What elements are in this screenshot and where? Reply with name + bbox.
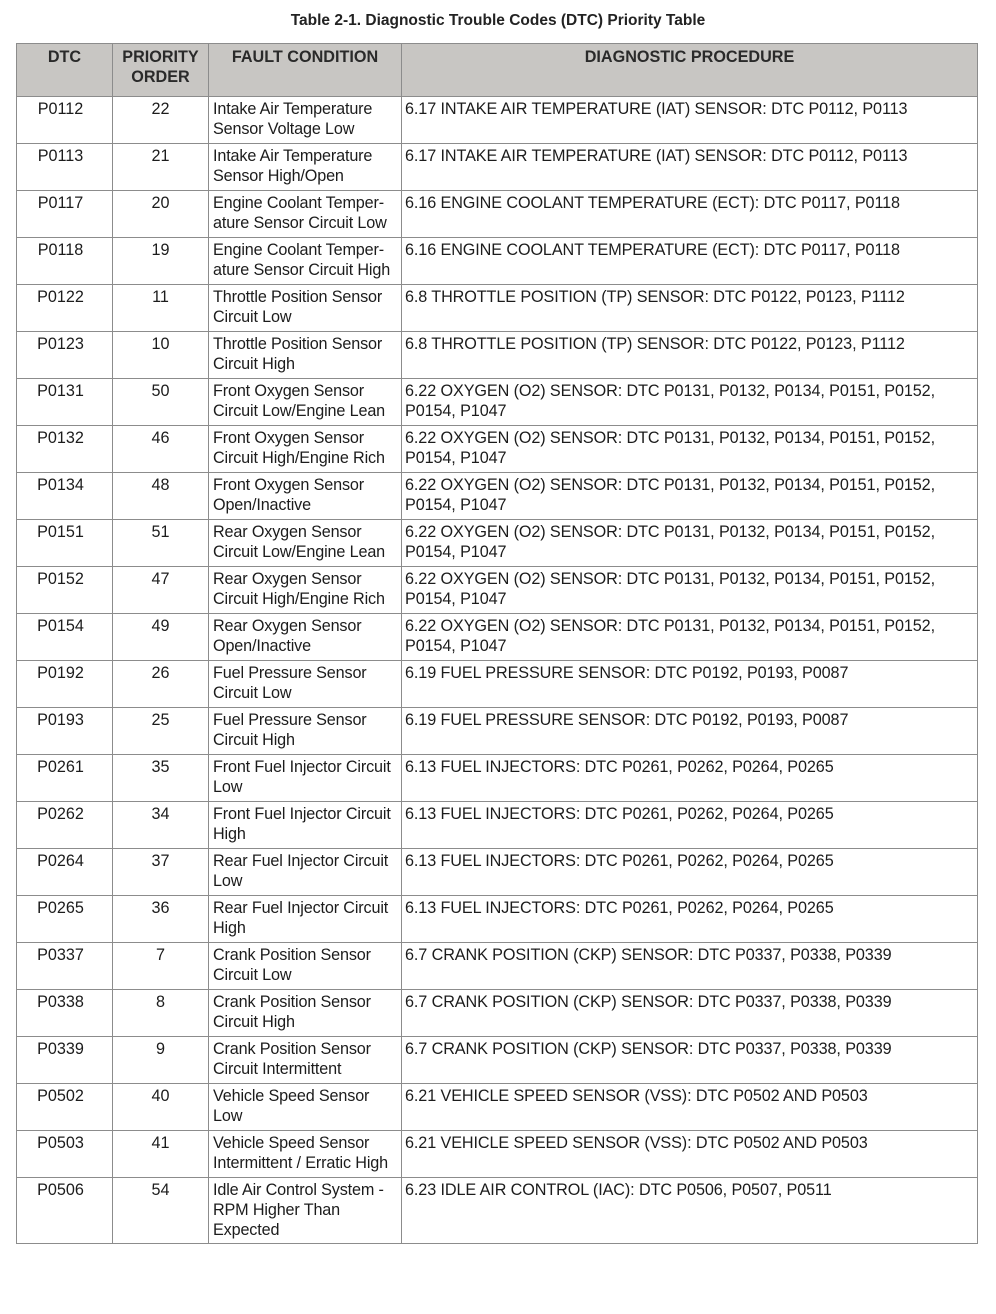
fault-condition-cell: Intake Air Temperature Sensor High/Open: [209, 144, 402, 191]
table-row: [17, 473, 978, 520]
header-fault-condition: FAULT CONDITION: [209, 44, 402, 97]
priority-cell: 41: [113, 1131, 209, 1178]
table-row: [17, 520, 978, 567]
fault-condition-cell: Throttle Position Sensor Circuit High: [209, 332, 402, 379]
priority-cell: 25: [113, 708, 209, 755]
table-header-row: [17, 44, 978, 97]
diagnostic-procedure-cell: 6.16 ENGINE COOLANT TEMPERATURE (ECT): DTC P0117, P0118: [402, 191, 978, 238]
priority-cell: 47: [113, 567, 209, 614]
fault-condition-cell: Throttle Position Sensor Circuit Low: [209, 285, 402, 332]
fault-condition-cell: Fuel Pressure Sensor Circuit Low: [209, 661, 402, 708]
header-dtc: DTC: [17, 44, 113, 97]
diagnostic-procedure-cell: 6.21 VEHICLE SPEED SENSOR (VSS): DTC P0502 AND P0503: [402, 1084, 978, 1131]
table-row: [17, 332, 978, 379]
dtc-code-cell: P0113: [17, 144, 113, 191]
fault-condition-cell: Front Oxygen Sensor Open/Inactive: [209, 473, 402, 520]
table-row: [17, 1084, 978, 1131]
diagnostic-procedure-cell: 6.22 OXYGEN (O2) SENSOR: DTC P0131, P0132, P0134, P0151, P0152, P0154, P1047: [402, 426, 978, 473]
dtc-code-cell: P0117: [17, 191, 113, 238]
dtc-code-cell: P0134: [17, 473, 113, 520]
table-body: [17, 97, 978, 1244]
fault-condition-cell: Front Oxygen Sensor Circuit Low/Engine Lean: [209, 379, 402, 426]
fault-condition-cell: Intake Air Temperature Sensor Voltage Low: [209, 97, 402, 144]
fault-condition-cell: Vehicle Speed Sensor Low: [209, 1084, 402, 1131]
fault-condition-cell: Rear Oxygen Sensor Circuit Low/Engine Lean: [209, 520, 402, 567]
priority-cell: 20: [113, 191, 209, 238]
dtc-code-cell: P0151: [17, 520, 113, 567]
dtc-code-cell: P0338: [17, 990, 113, 1037]
diagnostic-procedure-cell: 6.22 OXYGEN (O2) SENSOR: DTC P0131, P0132, P0134, P0151, P0152, P0154, P1047: [402, 520, 978, 567]
diagnostic-procedure-cell: 6.13 FUEL INJECTORS: DTC P0261, P0262, P0264, P0265: [402, 896, 978, 943]
dtc-code-cell: P0123: [17, 332, 113, 379]
dtc-code-cell: P0264: [17, 849, 113, 896]
table-row: [17, 144, 978, 191]
dtc-code-cell: P0152: [17, 567, 113, 614]
priority-cell: 21: [113, 144, 209, 191]
fault-condition-cell: Vehicle Speed Sensor Intermittent / Erratic High: [209, 1131, 402, 1178]
fault-condition-cell: Crank Position Sensor Circuit Intermittent: [209, 1037, 402, 1084]
dtc-code-cell: P0261: [17, 755, 113, 802]
priority-cell: 36: [113, 896, 209, 943]
priority-cell: 9: [113, 1037, 209, 1084]
priority-cell: 26: [113, 661, 209, 708]
diagnostic-procedure-cell: 6.13 FUEL INJECTORS: DTC P0261, P0262, P0264, P0265: [402, 849, 978, 896]
diagnostic-procedure-cell: 6.7 CRANK POSITION (CKP) SENSOR: DTC P0337, P0338, P0339: [402, 1037, 978, 1084]
diagnostic-procedure-cell: 6.17 INTAKE AIR TEMPERATURE (IAT) SENSOR: DTC P0112, P0113: [402, 97, 978, 144]
table-row: [17, 1178, 978, 1244]
table-row: [17, 191, 978, 238]
table-row: [17, 943, 978, 990]
fault-condition-cell: Engine Coolant Temper- ature Sensor Circuit High: [209, 238, 402, 285]
table-row: [17, 896, 978, 943]
fault-condition-cell: Idle Air Control System - RPM Higher Than Expected: [209, 1178, 402, 1244]
fault-condition-cell: Crank Position Sensor Circuit Low: [209, 943, 402, 990]
diagnostic-procedure-cell: 6.22 OXYGEN (O2) SENSOR: DTC P0131, P0132, P0134, P0151, P0152, P0154, P1047: [402, 614, 978, 661]
fault-condition-cell: Fuel Pressure Sensor Circuit High: [209, 708, 402, 755]
fault-condition-cell: Front Oxygen Sensor Circuit High/Engine Rich: [209, 426, 402, 473]
dtc-code-cell: P0262: [17, 802, 113, 849]
fault-condition-cell: Rear Fuel Injector Circuit Low: [209, 849, 402, 896]
diagnostic-procedure-cell: 6.22 OXYGEN (O2) SENSOR: DTC P0131, P0132, P0134, P0151, P0152, P0154, P1047: [402, 473, 978, 520]
priority-cell: 34: [113, 802, 209, 849]
priority-cell: 10: [113, 332, 209, 379]
priority-cell: 49: [113, 614, 209, 661]
priority-cell: 46: [113, 426, 209, 473]
dtc-code-cell: P0506: [17, 1178, 113, 1244]
dtc-code-cell: P0339: [17, 1037, 113, 1084]
table-row: [17, 379, 978, 426]
priority-cell: 50: [113, 379, 209, 426]
dtc-code-cell: P0503: [17, 1131, 113, 1178]
dtc-code-cell: P0193: [17, 708, 113, 755]
fault-condition-cell: Rear Oxygen Sensor Open/Inactive: [209, 614, 402, 661]
fault-condition-cell: Crank Position Sensor Circuit High: [209, 990, 402, 1037]
priority-cell: 48: [113, 473, 209, 520]
table-row: [17, 567, 978, 614]
table-row: [17, 1037, 978, 1084]
table-row: [17, 661, 978, 708]
dtc-code-cell: P0118: [17, 238, 113, 285]
dtc-priority-table: [16, 43, 978, 1244]
priority-cell: 8: [113, 990, 209, 1037]
dtc-code-cell: P0265: [17, 896, 113, 943]
priority-cell: 54: [113, 1178, 209, 1244]
priority-cell: 7: [113, 943, 209, 990]
dtc-code-cell: P0154: [17, 614, 113, 661]
priority-cell: 35: [113, 755, 209, 802]
dtc-code-cell: P0122: [17, 285, 113, 332]
dtc-code-cell: P0337: [17, 943, 113, 990]
diagnostic-procedure-cell: 6.16 ENGINE COOLANT TEMPERATURE (ECT): DTC P0117, P0118: [402, 238, 978, 285]
fault-condition-cell: Engine Coolant Temper- ature Sensor Circuit Low: [209, 191, 402, 238]
dtc-code-cell: P0131: [17, 379, 113, 426]
dtc-code-cell: P0192: [17, 661, 113, 708]
fault-condition-cell: Front Fuel Injector Circuit High: [209, 802, 402, 849]
diagnostic-procedure-cell: 6.22 OXYGEN (O2) SENSOR: DTC P0131, P0132, P0134, P0151, P0152, P0154, P1047: [402, 379, 978, 426]
fault-condition-cell: Front Fuel Injector Circuit Low: [209, 755, 402, 802]
priority-cell: 22: [113, 97, 209, 144]
table-row: [17, 1131, 978, 1178]
priority-cell: 37: [113, 849, 209, 896]
diagnostic-procedure-cell: 6.13 FUEL INJECTORS: DTC P0261, P0262, P0264, P0265: [402, 755, 978, 802]
table-row: [17, 849, 978, 896]
fault-condition-cell: Rear Fuel Injector Circuit High: [209, 896, 402, 943]
diagnostic-procedure-cell: 6.21 VEHICLE SPEED SENSOR (VSS): DTC P0502 AND P0503: [402, 1131, 978, 1178]
diagnostic-procedure-cell: 6.22 OXYGEN (O2) SENSOR: DTC P0131, P0132, P0134, P0151, P0152, P0154, P1047: [402, 567, 978, 614]
fault-condition-cell: Rear Oxygen Sensor Circuit High/Engine Rich: [209, 567, 402, 614]
dtc-code-cell: P0132: [17, 426, 113, 473]
table-row: [17, 755, 978, 802]
header-priority-order: PRIORITY ORDER: [113, 44, 209, 97]
priority-cell: 11: [113, 285, 209, 332]
priority-cell: 40: [113, 1084, 209, 1131]
diagnostic-procedure-cell: 6.17 INTAKE AIR TEMPERATURE (IAT) SENSOR: DTC P0112, P0113: [402, 144, 978, 191]
table-row: [17, 285, 978, 332]
table-row: [17, 426, 978, 473]
diagnostic-procedure-cell: 6.7 CRANK POSITION (CKP) SENSOR: DTC P0337, P0338, P0339: [402, 943, 978, 990]
diagnostic-procedure-cell: 6.23 IDLE AIR CONTROL (IAC): DTC P0506, P0507, P0511: [402, 1178, 978, 1244]
diagnostic-procedure-cell: 6.13 FUEL INJECTORS: DTC P0261, P0262, P0264, P0265: [402, 802, 978, 849]
table-row: [17, 990, 978, 1037]
diagnostic-procedure-cell: 6.7 CRANK POSITION (CKP) SENSOR: DTC P0337, P0338, P0339: [402, 990, 978, 1037]
dtc-code-cell: P0112: [17, 97, 113, 144]
header-diagnostic-procedure: DIAGNOSTIC PROCEDURE: [402, 44, 978, 97]
dtc-code-cell: P0502: [17, 1084, 113, 1131]
table-row: [17, 238, 978, 285]
diagnostic-procedure-cell: 6.19 FUEL PRESSURE SENSOR: DTC P0192, P0193, P0087: [402, 708, 978, 755]
table-title: Table 2-1. Diagnostic Trouble Codes (DTC) Priority Table: [290, 12, 706, 29]
table-row: [17, 97, 978, 144]
table-row: [17, 802, 978, 849]
diagnostic-procedure-cell: 6.8 THROTTLE POSITION (TP) SENSOR: DTC P0122, P0123, P1112: [402, 332, 978, 379]
priority-cell: 51: [113, 520, 209, 567]
table-row: [17, 614, 978, 661]
diagnostic-procedure-cell: 6.19 FUEL PRESSURE SENSOR: DTC P0192, P0193, P0087: [402, 661, 978, 708]
diagnostic-procedure-cell: 6.8 THROTTLE POSITION (TP) SENSOR: DTC P0122, P0123, P1112: [402, 285, 978, 332]
priority-cell: 19: [113, 238, 209, 285]
table-row: [17, 708, 978, 755]
